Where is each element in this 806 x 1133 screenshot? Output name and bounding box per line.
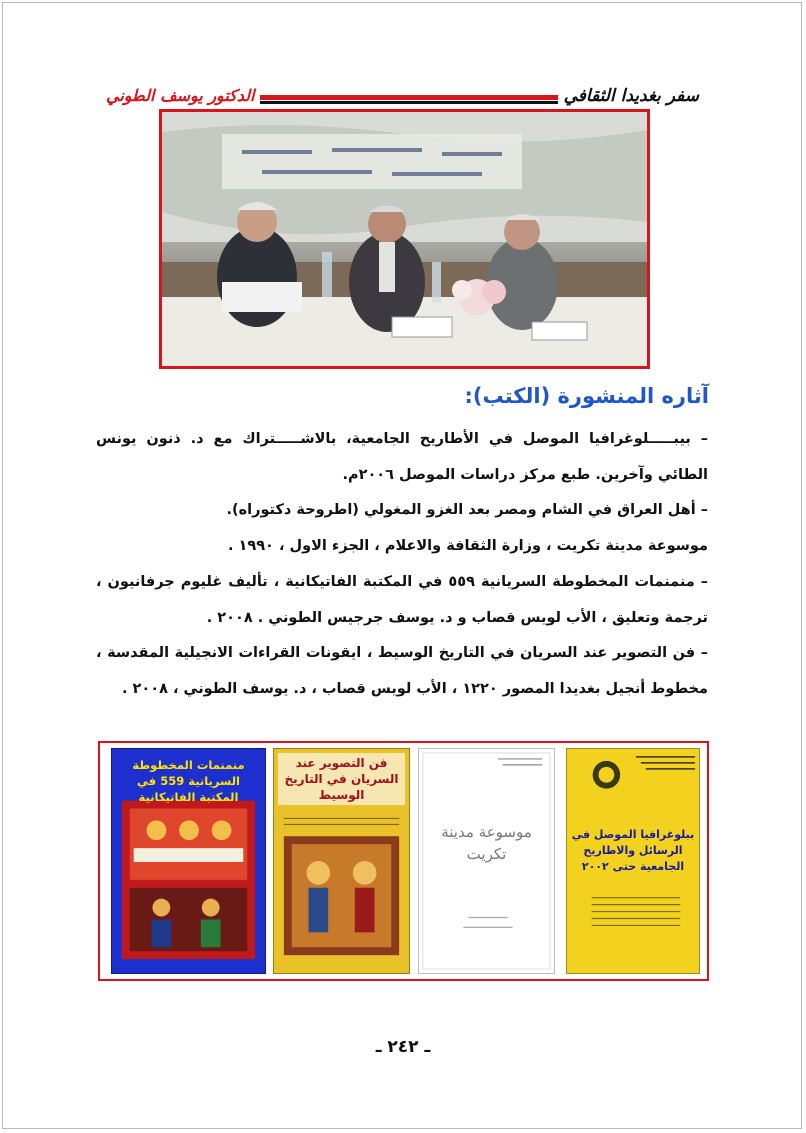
conference-photo xyxy=(159,109,650,369)
book-cover-1-title: ببلوغرافيا الموصل في الرسائل والاطاريح الجامعية حتى ٢٠٠٢ xyxy=(571,828,695,873)
book-cover-bibliography xyxy=(566,748,700,974)
book-cover-2-title: موسوعة مدينة تكريت xyxy=(441,823,532,863)
book-cover-tikrit-encyclopedia xyxy=(418,748,555,974)
publication-item: موسوعة مدينة تكريت ، وزارة الثقافة والاعلام ، الجزء الاول ، ١٩٩٠ . xyxy=(227,538,708,555)
section-title: آثاره المنشورة (الكتب): xyxy=(464,384,709,408)
book-cover-4-title: منمنمات المخطوطة السريانية 559 في المكتبة الفاتيكانية xyxy=(132,758,245,804)
publication-item: – بيبـــــلوغرافيا الموصل في الأطاريح الجامعية، بالاشـــــتراك مع د. ذنون يونس الطائي وآخرين. طبع مركز دراسات الموصل ٢٠٠٦م. xyxy=(96,431,708,483)
conference-photo-illustration xyxy=(162,112,647,366)
publications-list xyxy=(96,422,708,708)
book-cover-3-title: فن التصوير عند السريان في التاريخ الوسيط xyxy=(278,753,405,805)
book-cover-miniatures xyxy=(111,748,266,974)
page-number: ـ ٢٤٢ ـ xyxy=(375,1037,431,1057)
header-book-title: سفر بغديدا الثقافي xyxy=(558,83,705,109)
publication-item: – أهل العراق في الشام ومصر بعد الغزو المغولي (اطروحة دكتوراه). xyxy=(226,502,708,519)
publication-item: – فن التصوير عند السريان في التاريخ الوسيط ، ايقونات القراءات الانجيلية المقدسة ، مخطوط أنجيل بغديدا المصور ١٢٢٠ ، الأب لويس قصاب ، د. يوسف الطوني ، ٢٠٠٨ . xyxy=(96,645,708,697)
header-author-name: الدكتور يوسف الطوني xyxy=(100,83,260,109)
book-cover-syriac-painting xyxy=(273,748,410,974)
publication-item: – منمنمات المخطوطة السريانية ٥٥٩ في المكتبة الفاتيكانية ، تأليف غليوم جرفانيون ، ترجمة وتعليق ، الأب لويس قصاب و د. يوسف جرجيس الطوني . ٢٠٠٨ . xyxy=(96,573,708,626)
book-covers-figure xyxy=(98,741,709,981)
